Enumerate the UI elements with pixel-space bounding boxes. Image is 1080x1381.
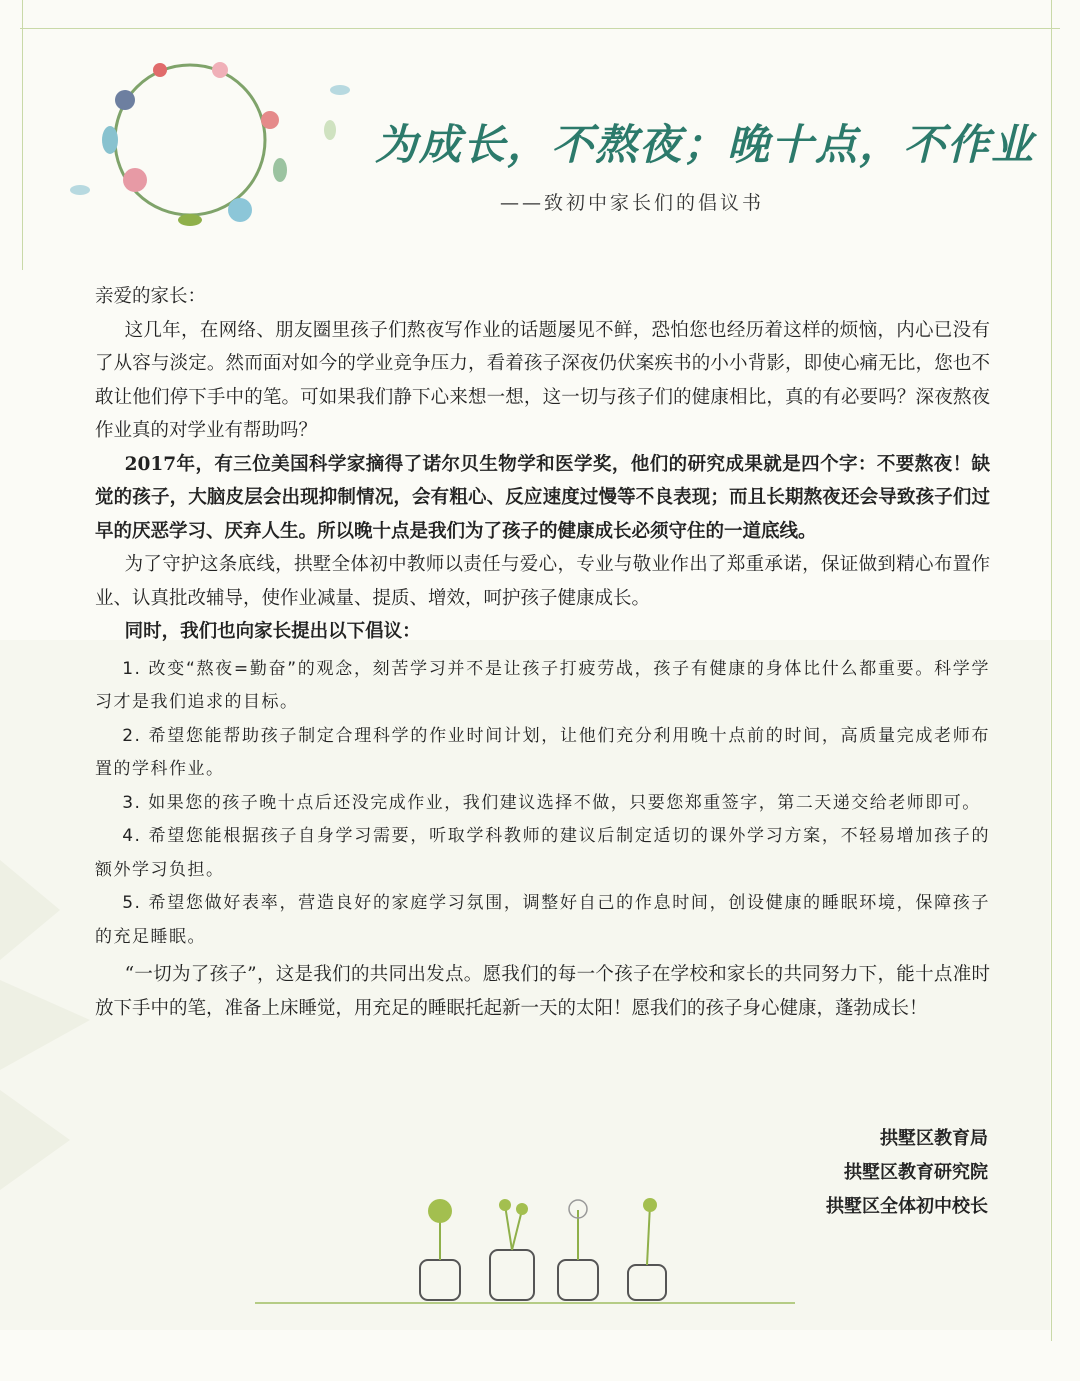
- signature-line: 拱墅区教育研究院: [844, 1162, 988, 1183]
- proposal-item: 4. 希望您能根据孩子自身学习需要，听取学科教师的建议后制定适切的课外学习方案，不轻易增加孩子的额外学习负担。: [95, 826, 990, 880]
- signature-line: 拱墅区全体初中校长: [826, 1196, 988, 1217]
- bottom-divider: [255, 1302, 795, 1304]
- frame-border-left: [22, 0, 23, 270]
- paragraph: 2017年，有三位美国科学家摘得了诺尔贝生物学和医学奖，他们的研究成果就是四个字：不要熬夜！缺觉的孩子，大脑皮层会出现抑制情况，会有粗心、反应速度过慢等不良表现；而且长期熬夜还会导致孩子们过早的厌恶学习、厌弃人生。所以晚十点是我们为了孩子的健康成长必须守住的一道底线。: [95, 453, 990, 542]
- signatures: [826, 1122, 988, 1224]
- plant-vases-illustration: [400, 1195, 700, 1305]
- paragraph: 同时，我们也向家长提出以下倡议：: [124, 621, 421, 642]
- page-subtitle: ——致初中家长们的倡议书: [500, 192, 765, 214]
- paragraph: 为了守护这条底线，拱墅全体初中教师以责任与爱心，专业与敬业作出了郑重承诺，保证做到精心布置作业、认真批改辅导，使作业减量、提质、增效，呵护孩子健康成长。: [95, 554, 990, 609]
- flower-wreath-illustration: [40, 40, 370, 250]
- paragraph: 这几年，在网络、朋友圈里孩子们熬夜写作业的话题屡见不鲜，恐怕您也经历着这样的烦恼，内心已没有了从容与淡定。然而面对如今的学业竞争压力，看着孩子深夜仍伏案疾书的小小背影，即使心痛无比，您也不敢让他们停下手中的笔。可如果我们静下心来想一想，这一切与孩子们的健康相比，真的有必要吗？深夜熬夜作业真的对学业有帮助吗？: [95, 319, 990, 441]
- proposal-item: 1. 改变“熬夜=勤奋”的观念，刻苦学习并不是让孩子打疲劳战，孩子有健康的身体比什么都重要。科学学习才是我们追求的目标。: [95, 658, 990, 712]
- frame-border-top: [20, 28, 1060, 29]
- greeting: 亲爱的家长：: [95, 286, 207, 307]
- letter-body: [95, 280, 990, 1025]
- proposal-item: 3. 如果您的孩子晚十点后还没完成作业，我们建议选择不做，只要您郑重签字，第二天递交给老师即可。: [122, 792, 981, 813]
- frame-border-right: [1051, 0, 1052, 1341]
- page-title: 为成长，不熬夜；晚十点，不作业: [375, 120, 1036, 169]
- closing-paragraph: “一切为了孩子”，这是我们的共同出发点。愿我们的每一个孩子在学校和家长的共同努力下，能十点准时放下手中的笔，准备上床睡觉，用充足的睡眠托起新一天的太阳！愿我们的孩子身心健康，蓬勃成长！: [95, 964, 990, 1019]
- signature-line: 拱墅区教育局: [880, 1128, 988, 1149]
- proposal-item: 2. 希望您能帮助孩子制定合理科学的作业时间计划，让他们充分利用晚十点前的时间，高质量完成老师布置的学科作业。: [95, 725, 990, 779]
- background-leaf-decoration: [0, 820, 110, 1240]
- proposal-item: 5. 希望您做好表率，营造良好的家庭学习氛围，调整好自己的作息时间，创设健康的睡眠环境，保障孩子的充足睡眠。: [95, 893, 990, 947]
